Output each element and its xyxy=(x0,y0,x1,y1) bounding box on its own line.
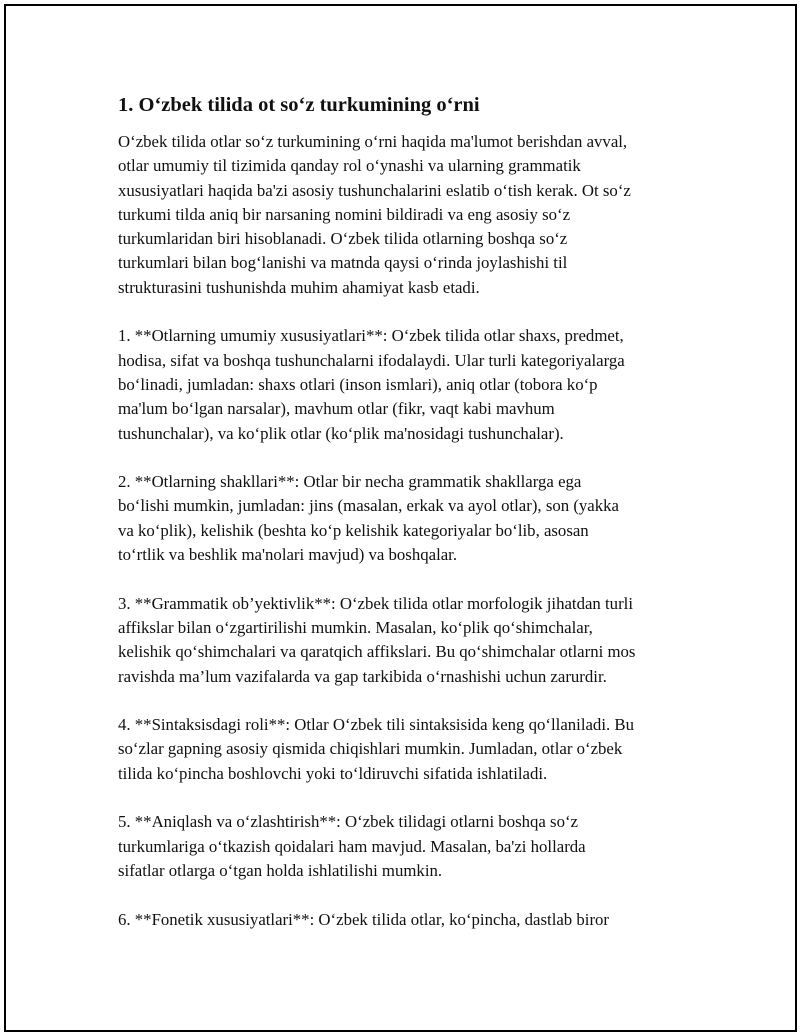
text-line: tilida ko‘pincha boshlovchi yoki to‘ldiruvchi sifatida ishlatiladi. xyxy=(118,763,548,783)
list-item-paragraph xyxy=(118,908,698,932)
list-item-paragraph xyxy=(118,810,698,883)
intro-paragraph xyxy=(118,130,698,300)
list-item-paragraph xyxy=(118,470,698,567)
text-line: bo‘lishi mumkin, jumladan: jins (masalan, erkak va ayol otlar), son (yakka xyxy=(118,496,619,516)
text-line: 3. **Grammatik ob’yektivlik**: O‘zbek tilida otlar morfologik jihatdan turli xyxy=(118,593,633,613)
section-heading: 1. O‘zbek tilida ot so‘z turkumining o‘rni xyxy=(118,94,480,116)
list-item-paragraph xyxy=(118,592,698,689)
text-line: strukturasini tushunishda muhim ahamiyat kasb etadi. xyxy=(118,277,480,297)
text-line: ravishda ma’lum vazifalarda va gap tarkibida o‘rnashishi uchun zarurdir. xyxy=(118,666,607,686)
text-line: to‘rtlik va beshlik ma'nolari mavjud) va boshqalar. xyxy=(118,545,458,565)
text-line: turkumi tilda aniq bir narsaning nomini bildiradi va eng asosiy so‘z xyxy=(118,204,571,224)
text-line: xususiyatlari haqida ba'zi asosiy tushunchalarini eslatib o‘tish kerak. Ot so‘z xyxy=(118,180,631,200)
text-line: turkumlaridan biri hisoblanadi. O‘zbek tilida otlarning boshqa so‘z xyxy=(118,229,568,249)
list-item-paragraph xyxy=(118,324,698,445)
text-line: O‘zbek tilida otlar so‘z turkumining o‘rni haqida ma'lumot berishdan avval, xyxy=(118,132,628,151)
text-line: va ko‘plik), kelishik (beshta ko‘p kelishik kategoriyalar bo‘lib, asosan xyxy=(118,520,589,540)
text-line: 1. **Otlarning umumiy xususiyatlari**: O‘zbek tilida otlar shaxs, predmet, xyxy=(118,326,624,346)
document-body xyxy=(118,92,698,956)
text-line: turkumlariga o‘tkazish qoidalari ham mavjud. Masalan, ba'zi hollarda xyxy=(118,836,586,856)
text-line: ma'lum bo‘lgan narsalar), mavhum otlar (fikr, vaqt kabi mavhum xyxy=(118,399,555,419)
text-line: otlar umumiy til tizimida qanday rol o‘ynashi va ularning grammatik xyxy=(118,156,581,176)
text-line: sifatlar otlarga o‘tgan holda ishlatilishi mumkin. xyxy=(118,860,443,880)
text-line: 4. **Sintaksisdagi roli**: Otlar O‘zbek tili sintaksisida keng qo‘llaniladi. Bu xyxy=(118,715,634,735)
text-line: kelishik qo‘shimchalari va qaratqich affikslari. Bu qo‘shimchalar otlarni mos xyxy=(118,642,636,662)
text-line: turkumlari bilan bog‘lanishi va matnda qaysi o‘rinda joylashishi til xyxy=(118,253,568,273)
text-line: 2. **Otlarning shakllari**: Otlar bir necha grammatik shakllarga ega xyxy=(118,472,582,492)
text-line: tushunchalar), va ko‘plik otlar (ko‘plik ma'nosidagi tushunchalar). xyxy=(118,423,564,443)
text-line: so‘zlar gapning asosiy qismida chiqishlari mumkin. Jumladan, otlar o‘zbek xyxy=(118,739,623,759)
list-item-paragraph xyxy=(118,713,698,786)
text-line: affikslar bilan o‘zgartirilishi mumkin. Masalan, ko‘plik qo‘shimchalar, xyxy=(118,617,593,637)
text-line: 5. **Aniqlash va o‘zlashtirish**: O‘zbek tilidagi otlarni boshqa so‘z xyxy=(118,812,578,832)
text-line: bo‘linadi, jumladan: shaxs otlari (inson ismlari), aniq otlar (tobora ko‘p xyxy=(118,374,598,394)
text-line: 6. **Fonetik xususiyatlari**: O‘zbek tilida otlar, ko‘pincha, dastlab biror xyxy=(118,909,610,929)
text-line: hodisa, sifat va boshqa tushunchalarni ifodalaydi. Ular turli kategoriyalarga xyxy=(118,350,625,370)
